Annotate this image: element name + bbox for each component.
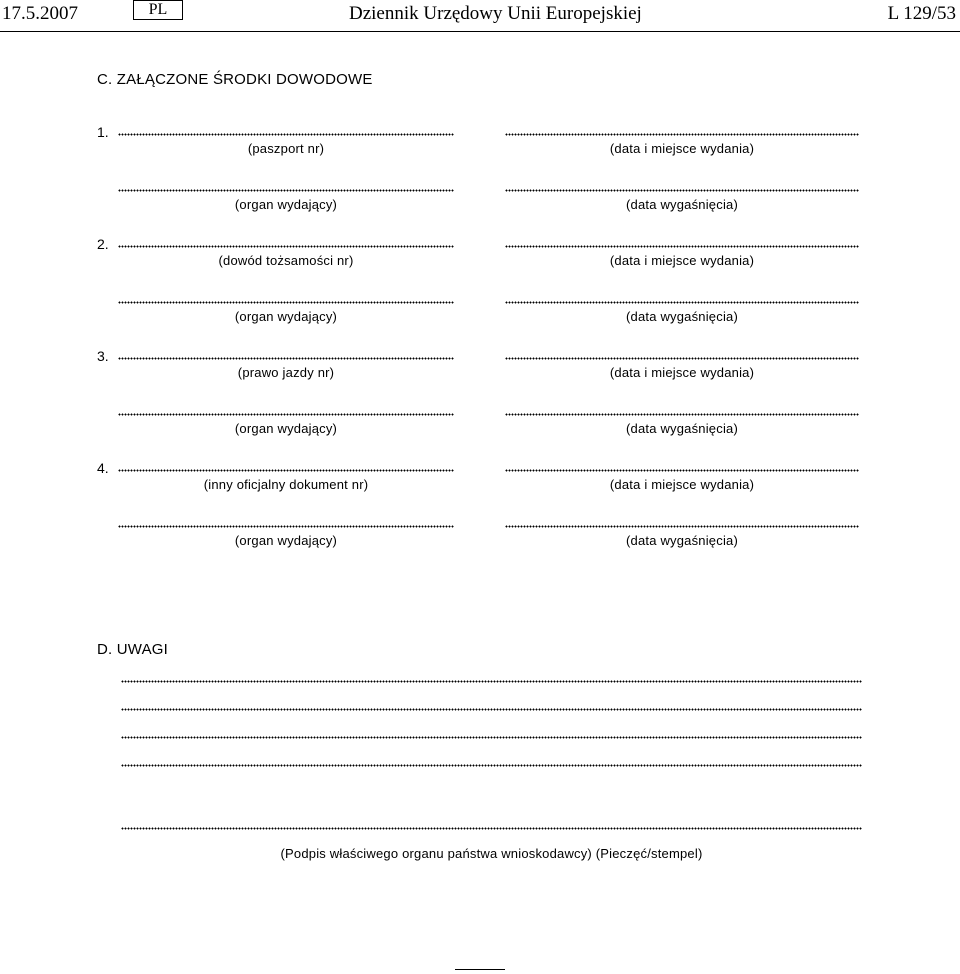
item-1-expiry-field[interactable] — [505, 189, 859, 192]
item-3-issue-field[interactable] — [505, 357, 859, 360]
page-header — [0, 0, 960, 33]
section-c-title: C. ZAŁĄCZONE ŚRODKI DOWODOWE — [97, 71, 373, 88]
page-number: L 129/53 — [887, 3, 956, 24]
item-3-issuer-field[interactable] — [118, 413, 454, 416]
item-1-number: 1. — [97, 124, 109, 140]
item-1-issuer-caption: (organ wydający) — [234, 197, 338, 212]
item-2-issue-caption: (data i miejsce wydania) — [609, 253, 755, 268]
item-1-issue-field[interactable] — [505, 133, 859, 136]
item-4-doc-caption: (inny oficjalny dokument nr) — [203, 477, 369, 492]
item-2-expiry-caption: (data wygaśnięcia) — [626, 309, 738, 324]
item-1-doc-field[interactable] — [118, 133, 454, 136]
item-2-issue-field[interactable] — [505, 245, 859, 248]
item-3-issuer-caption: (organ wydający) — [234, 421, 338, 436]
item-2-expiry-field[interactable] — [505, 301, 859, 304]
item-3-doc-caption: (prawo jazdy nr) — [237, 365, 335, 380]
item-1-issuer-field[interactable] — [118, 189, 454, 192]
item-1-issue-caption: (data i miejsce wydania) — [609, 141, 755, 156]
item-4-issue-field[interactable] — [505, 469, 859, 472]
item-4-issuer-field[interactable] — [118, 525, 454, 528]
footer-rule — [455, 969, 505, 970]
item-2-number: 2. — [97, 236, 109, 252]
language-badge: PL — [133, 0, 183, 20]
item-2-issuer-field[interactable] — [118, 301, 454, 304]
item-2-issuer-caption: (organ wydający) — [234, 309, 338, 324]
item-4-expiry-caption: (data wygaśnięcia) — [626, 533, 738, 548]
item-4-expiry-field[interactable] — [505, 525, 859, 528]
item-3-expiry-caption: (data wygaśnięcia) — [626, 421, 738, 436]
signature-line[interactable] — [121, 827, 862, 830]
remarks-line-1[interactable] — [121, 680, 862, 683]
signature-caption: (Podpis właściwego organu państwa wnioskodawcy) (Pieczęć/stempel) — [280, 846, 703, 861]
item-2-doc-caption: (dowód tożsamości nr) — [218, 253, 354, 268]
item-4-number: 4. — [97, 460, 109, 476]
item-4-issue-caption: (data i miejsce wydania) — [609, 477, 755, 492]
remarks-line-2[interactable] — [121, 708, 862, 711]
item-1-expiry-caption: (data wygaśnięcia) — [626, 197, 738, 212]
item-4-doc-field[interactable] — [118, 469, 454, 472]
item-4-issuer-caption: (organ wydający) — [234, 533, 338, 548]
item-3-doc-field[interactable] — [118, 357, 454, 360]
item-2-doc-field[interactable] — [118, 245, 454, 248]
item-3-issue-caption: (data i miejsce wydania) — [609, 365, 755, 380]
section-d-title: D. UWAGI — [97, 641, 169, 658]
publication-date: 17.5.2007 — [2, 3, 78, 24]
item-1-doc-caption: (paszport nr) — [247, 141, 325, 156]
remarks-line-3[interactable] — [121, 736, 862, 739]
journal-title: Dziennik Urzędowy Unii Europejskiej — [349, 3, 642, 24]
item-3-number: 3. — [97, 348, 109, 364]
remarks-line-4[interactable] — [121, 764, 862, 767]
item-3-expiry-field[interactable] — [505, 413, 859, 416]
header-divider — [0, 31, 960, 32]
